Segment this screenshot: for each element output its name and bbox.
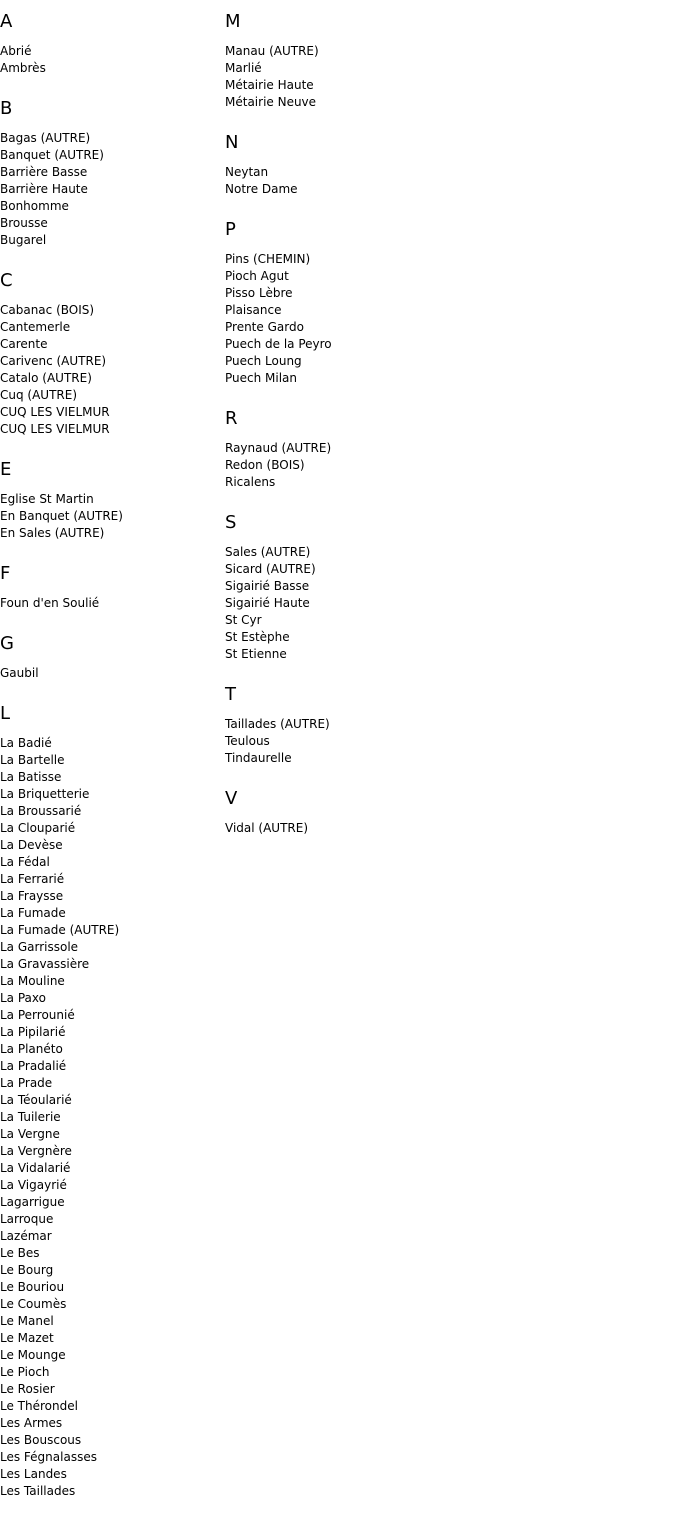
place-name-item: Le Pioch xyxy=(0,1365,50,1379)
place-name-item: La Batisse xyxy=(0,770,62,784)
place-name-item: La Vergne xyxy=(0,1127,60,1141)
place-name-item: Cantemerle xyxy=(0,320,71,334)
place-name-item: Le Coumès xyxy=(0,1297,67,1311)
place-name-item: Redon (BOIS) xyxy=(225,458,305,472)
letter-section xyxy=(225,407,465,491)
letter-section xyxy=(225,511,465,663)
place-name-item: Vidal (AUTRE) xyxy=(225,821,309,835)
place-name-item: Barrière Haute xyxy=(0,182,88,196)
place-name-item: La Fumade xyxy=(0,906,66,920)
place-name-item: La Ferrarié xyxy=(0,872,65,886)
place-name-item: Les Bouscous xyxy=(0,1433,82,1447)
place-name-item: La Téoularié xyxy=(0,1093,72,1107)
place-name-item: Notre Dame xyxy=(225,182,298,196)
place-name-item: Ambrès xyxy=(0,61,46,75)
place-name-item: Métairie Neuve xyxy=(225,95,317,109)
section-letter-heading: A xyxy=(0,11,13,32)
place-name-item: Pins (CHEMIN) xyxy=(225,252,311,266)
place-name-item: Les Landes xyxy=(0,1467,67,1481)
section-letter-heading: S xyxy=(225,512,237,533)
place-name-item: Le Bes xyxy=(0,1246,40,1260)
place-name-item: Les Fégnalasses xyxy=(0,1450,97,1464)
letter-section xyxy=(0,97,220,249)
place-name-item: Ricalens xyxy=(225,475,276,489)
place-name-item: Sigairié Haute xyxy=(225,596,310,610)
place-name-item: La Clouparié xyxy=(0,821,76,835)
place-name-item: Les Taillades xyxy=(0,1484,76,1498)
place-name-item: Bugarel xyxy=(0,233,47,247)
place-name-item: La Devèse xyxy=(0,838,63,852)
place-name-item: Taillades (AUTRE) xyxy=(225,717,330,731)
place-name-item: Le Mounge xyxy=(0,1348,66,1362)
place-name-item: Puech de la Peyro xyxy=(225,337,332,351)
section-letter-heading: R xyxy=(225,408,238,429)
place-name-item: La Broussarié xyxy=(0,804,82,818)
place-name-item: Manau (AUTRE) xyxy=(225,44,319,58)
place-name-item: En Banquet (AUTRE) xyxy=(0,509,123,523)
place-name-item: La Fédal xyxy=(0,855,50,869)
place-name-item: Marlié xyxy=(225,61,262,75)
place-name-item: Sales (AUTRE) xyxy=(225,545,311,559)
letter-section xyxy=(225,683,465,767)
place-name-item: Pioch Agut xyxy=(225,269,289,283)
place-name-item: Prente Gardo xyxy=(225,320,304,334)
place-name-item: Catalo (AUTRE) xyxy=(0,371,92,385)
place-name-item: Banquet (AUTRE) xyxy=(0,148,104,162)
place-name-item: La Garrissole xyxy=(0,940,79,954)
place-name-item: La Briquetterie xyxy=(0,787,90,801)
right-column xyxy=(225,10,465,857)
place-name-item: St Estèphe xyxy=(225,630,290,644)
place-name-item: La Vidalarié xyxy=(0,1161,71,1175)
letter-section xyxy=(225,131,465,198)
place-name-item: Plaisance xyxy=(225,303,282,317)
place-name-item: Le Rosier xyxy=(0,1382,55,1396)
place-name-item: Teulous xyxy=(225,734,270,748)
place-name-item: La Paxo xyxy=(0,991,46,1005)
place-name-item: La Pipilarié xyxy=(0,1025,66,1039)
place-name-item: La Fumade (AUTRE) xyxy=(0,923,120,937)
place-name-item: La Planéto xyxy=(0,1042,63,1056)
place-name-item: La Mouline xyxy=(0,974,65,988)
place-name-item: Le Bourg xyxy=(0,1263,54,1277)
place-name-item: Gaubil xyxy=(0,666,39,680)
section-letter-heading: L xyxy=(0,703,11,724)
section-letter-heading: E xyxy=(0,459,12,480)
place-name-item: Lazémar xyxy=(0,1229,52,1243)
place-name-item: CUQ LES VIELMUR xyxy=(0,405,110,419)
place-name-item: Eglise St Martin xyxy=(0,492,94,506)
place-name-item: Sicard (AUTRE) xyxy=(225,562,316,576)
place-name-item: La Bartelle xyxy=(0,753,65,767)
place-name-item: Barrière Basse xyxy=(0,165,88,179)
place-name-item: Le Manel xyxy=(0,1314,54,1328)
letter-section xyxy=(225,787,465,837)
place-name-item: La Tuilerie xyxy=(0,1110,61,1124)
section-letter-heading: T xyxy=(225,684,236,705)
letter-section xyxy=(0,702,220,1500)
place-name-item: Pisso Lèbre xyxy=(225,286,293,300)
place-name-item: Carivenc (AUTRE) xyxy=(0,354,107,368)
section-letter-heading: N xyxy=(225,132,239,153)
place-name-item: Le Mazet xyxy=(0,1331,54,1345)
place-name-item: St Etienne xyxy=(225,647,287,661)
letter-section xyxy=(225,10,465,111)
place-name-item: Bagas (AUTRE) xyxy=(0,131,91,145)
place-name-item: St Cyr xyxy=(225,613,262,627)
place-name-item: Puech Loung xyxy=(225,354,302,368)
place-name-item: Foun d'en Soulié xyxy=(0,596,100,610)
place-name-item: Le Thérondel xyxy=(0,1399,78,1413)
place-name-item: CUQ LES VIELMUR xyxy=(0,422,110,436)
place-name-item: Métairie Haute xyxy=(225,78,314,92)
place-name-item: Les Armes xyxy=(0,1416,63,1430)
section-letter-heading: B xyxy=(0,98,13,119)
place-name-item: La Gravassière xyxy=(0,957,90,971)
place-name-item: La Vigayrié xyxy=(0,1178,67,1192)
place-name-item: Tindaurelle xyxy=(225,751,292,765)
place-name-item: Larroque xyxy=(0,1212,54,1226)
place-name-item: La Prade xyxy=(0,1076,53,1090)
place-name-item: La Badié xyxy=(0,736,52,750)
place-name-item: Raynaud (AUTRE) xyxy=(225,441,332,455)
letter-section xyxy=(0,562,220,612)
letter-section xyxy=(0,458,220,542)
place-name-item: Sigairié Basse xyxy=(225,579,310,593)
section-letter-heading: V xyxy=(225,788,238,809)
section-letter-heading: F xyxy=(0,563,11,584)
place-name-item: Lagarrigue xyxy=(0,1195,65,1209)
place-name-item: Neytan xyxy=(225,165,269,179)
section-letter-heading: C xyxy=(0,270,13,291)
letter-section xyxy=(0,632,220,682)
place-name-item: Brousse xyxy=(0,216,48,230)
left-column xyxy=(0,10,220,1520)
place-name-item: Abrié xyxy=(0,44,32,58)
letter-section xyxy=(225,218,465,387)
place-name-item: Cabanac (BOIS) xyxy=(0,303,95,317)
section-letter-heading: G xyxy=(0,633,14,654)
place-name-item: Carente xyxy=(0,337,48,351)
letter-section xyxy=(0,269,220,438)
place-name-item: En Sales (AUTRE) xyxy=(0,526,105,540)
place-name-item: Puech Milan xyxy=(225,371,298,385)
place-name-item: Bonhomme xyxy=(0,199,69,213)
section-letter-heading: P xyxy=(225,219,236,240)
place-name-item: La Vergnère xyxy=(0,1144,72,1158)
place-name-item: La Pradalié xyxy=(0,1059,67,1073)
place-name-item: La Perrounié xyxy=(0,1008,75,1022)
section-letter-heading: M xyxy=(225,11,241,32)
place-name-item: La Fraysse xyxy=(0,889,64,903)
place-name-item: Le Bouriou xyxy=(0,1280,65,1294)
letter-section xyxy=(0,10,220,77)
place-name-item: Cuq (AUTRE) xyxy=(0,388,78,402)
